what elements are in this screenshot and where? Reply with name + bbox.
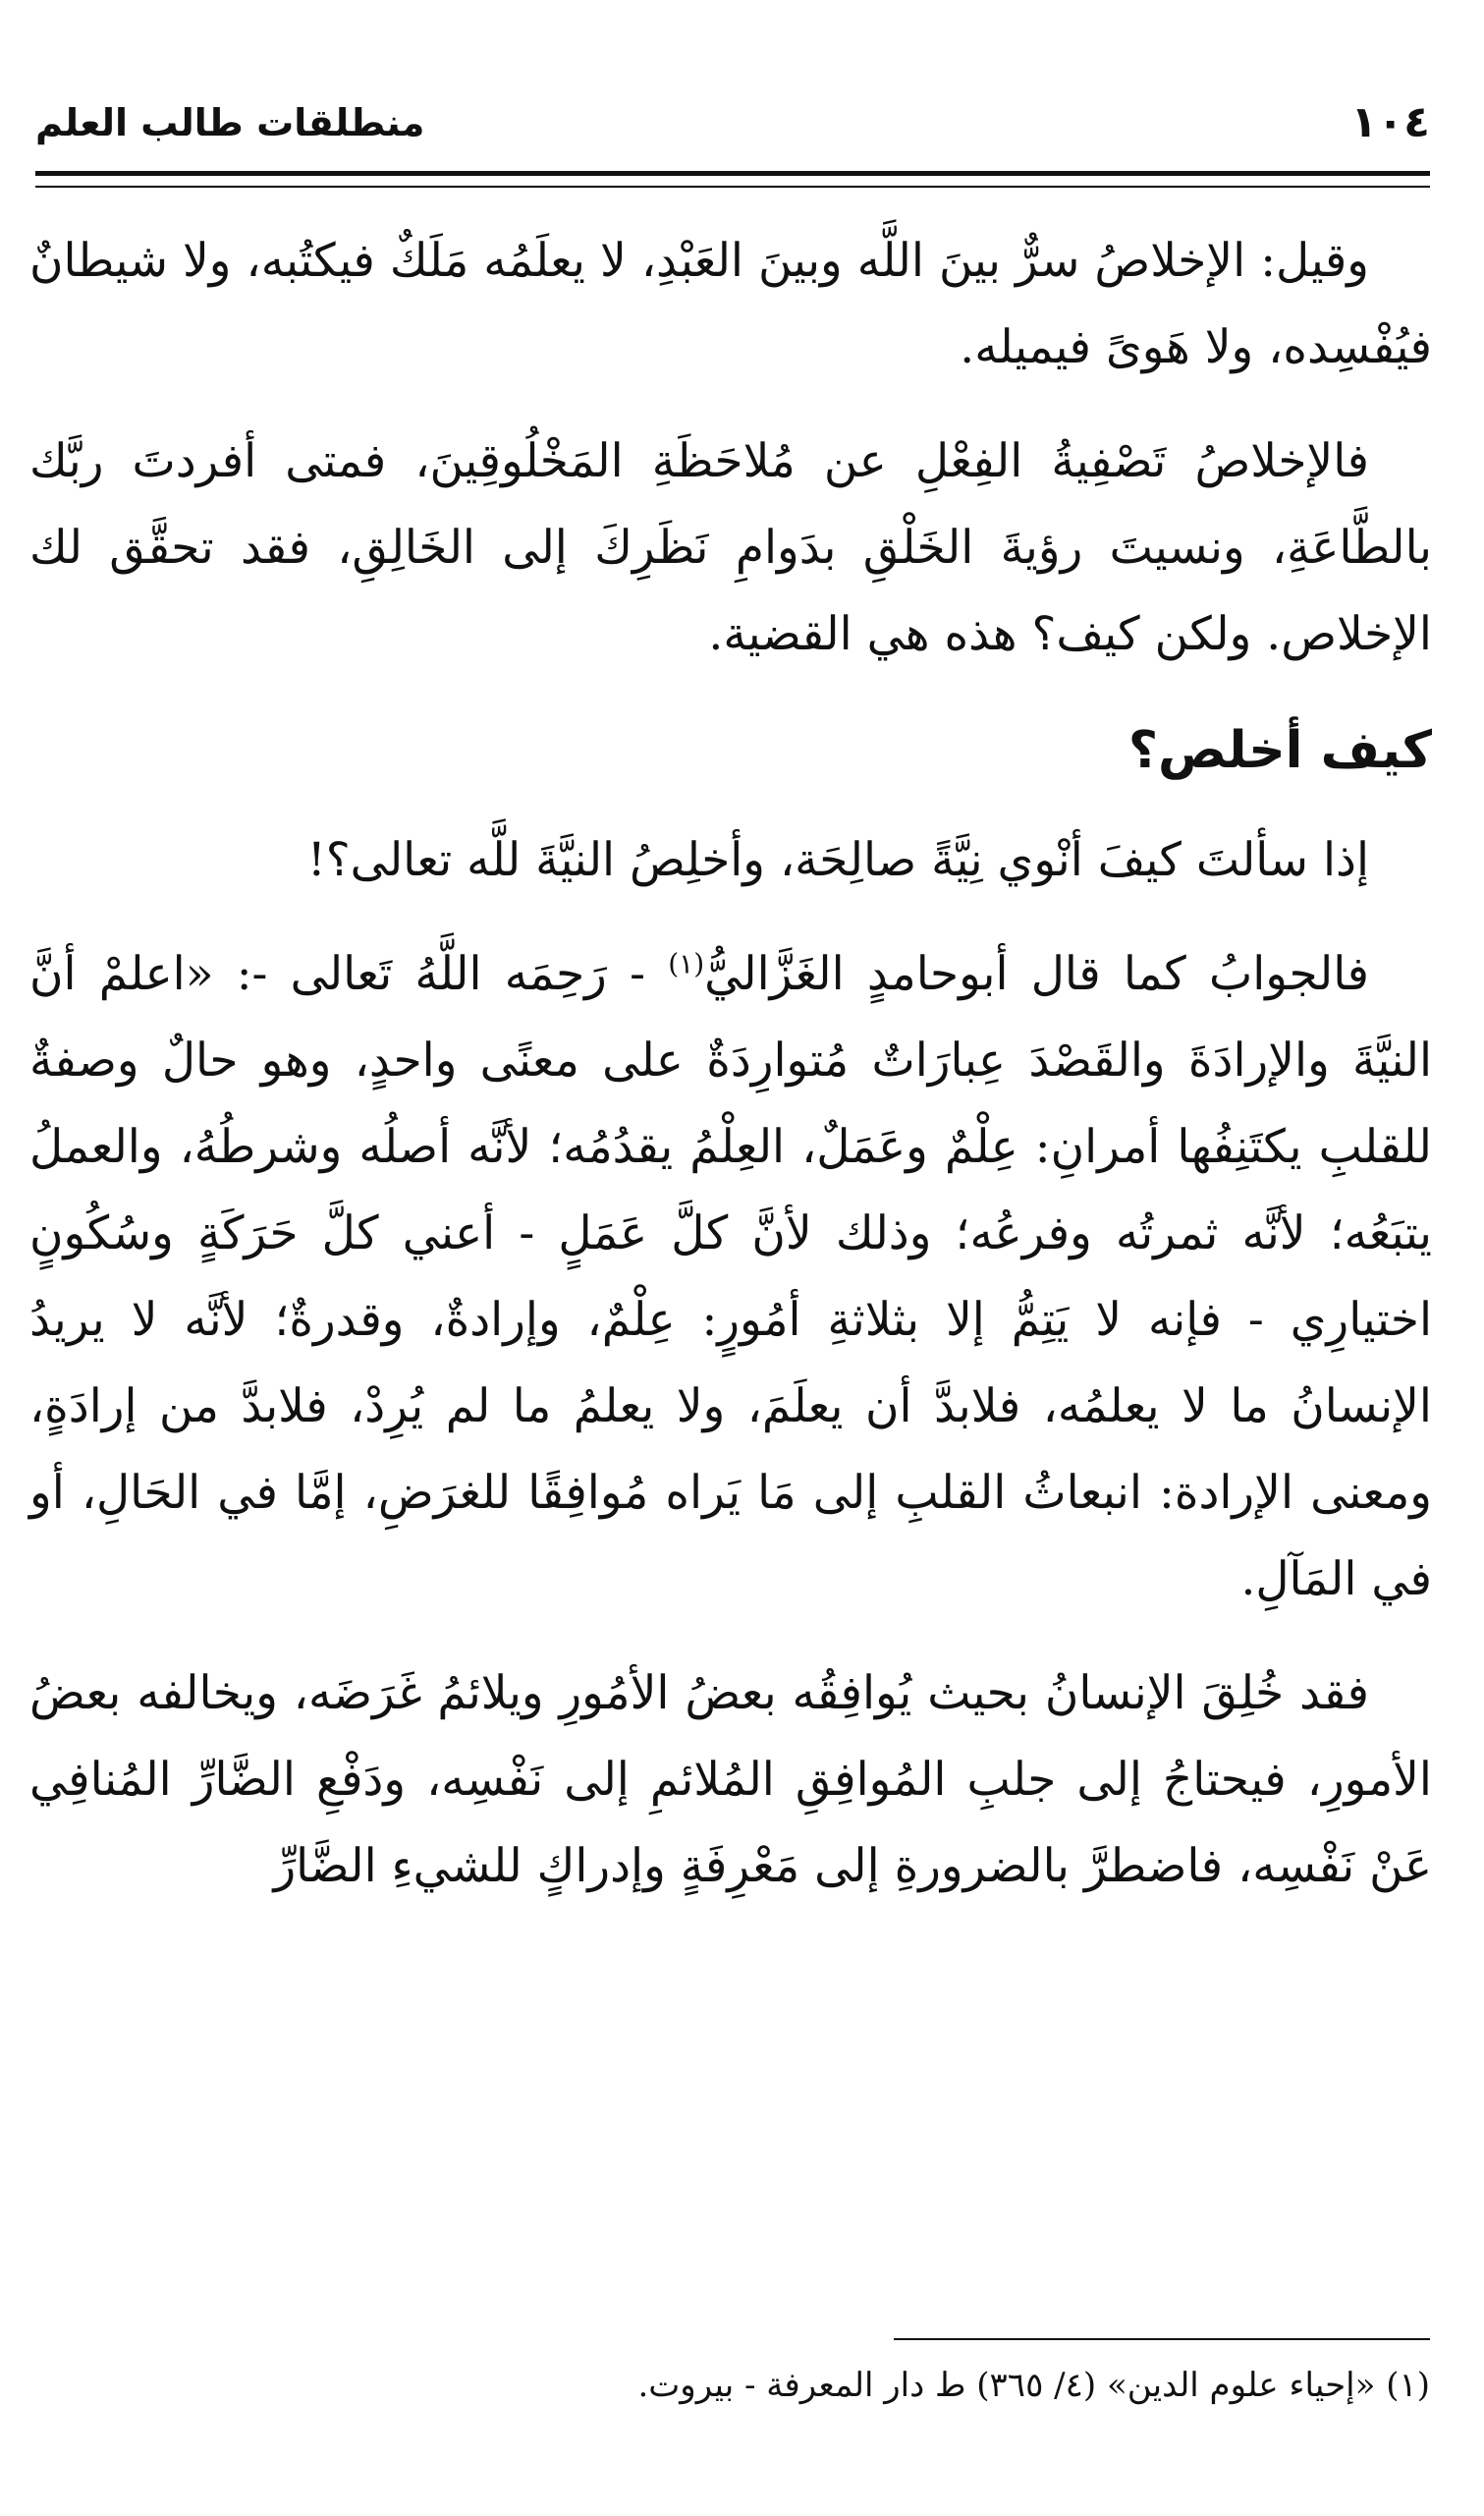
section-heading: كيف أخلص؟ bbox=[1127, 721, 1432, 780]
quote-intro: فالجوابُ كما قال أبوحامدٍ الغَزَّاليُّ bbox=[704, 947, 1369, 1001]
header-rule-thin bbox=[35, 186, 1430, 188]
footnote: (١) «إحياء علوم الدين» (٤/ ٣٦٥) ط دار المعرفة - بيروت. bbox=[637, 2366, 1430, 2405]
paragraph-ghazali-quote bbox=[29, 931, 1432, 1623]
page-header bbox=[35, 88, 1430, 157]
main-text bbox=[29, 218, 1432, 1937]
footnote-reference: (١) bbox=[668, 947, 705, 980]
paragraph-human-nature: فقد خُلِقَ الإنسانُ بحيث يُوافِقُه بعضُ الأمُورِ ويلائمُ غَرَضَه، ويخالفه بعضُ الأمورِ، فيحتاجُ إلى جلبِ المُوافِقِ المُلائمِ إلى نَفْسِه، ودَفْعِ الضَّارِّ المُنافِي عَنْ نَفْسِه، فاضطرَّ بالضرورةِ إلى مَعْرِفَةٍ وإدراكٍ للشيءِ الضَّارِّ bbox=[29, 1666, 1432, 1893]
paragraph-sincerity-secret: وقيل: الإخلاصُ سرٌّ بينَ اللَّه وبينَ العَبْدِ، لا يعلَمُه مَلَكٌ فيكتُبه، ولا شيطانٌ فيُفْسِده، ولا هَوىً فيميله. bbox=[29, 234, 1432, 374]
paragraph-sincerity-definition: فالإخلاصُ تَصْفِيةُ الفِعْلِ عن مُلاحَظَةِ المَخْلُوقِينَ، فمتى أفردتَ ربَّك بالطَّاعَةِ، ونسيتَ رؤيةَ الخَلْقِ بدَوامِ نَظَرِكَ إلى الخَالِقِ، فقد تحقَّق لك الإخلاص. ولكن كيف؟ هذه هي القضية. bbox=[29, 434, 1432, 661]
footnote-separator bbox=[894, 2338, 1430, 2340]
header-rule-thick bbox=[35, 171, 1430, 176]
running-title: منطلقات طالب العلم bbox=[35, 101, 425, 144]
quote-text: - رَحِمَه اللَّهُ تَعالى -: «اعلمْ أنَّ النيَّةَ والإرادَةَ والقَصْدَ عِبارَاتٌ مُتوارِدَةٌ على معنًى واحدٍ، وهو حالٌ وصفةٌ للقلبِ يكتَنِفُها أمرانِ: عِلْمٌ وعَمَلٌ، العِلْمُ يقدُمُه؛ لأنَّه أصلُه وشرطُهُ، والعملُ يتبَعُه؛ لأنَّه ثمرتُه وفرعُه؛ وذلك لأنَّ كلَّ عَمَلٍ - أعني كلَّ حَرَكَةٍ وسُكُونٍ اختيارِي - فإنه لا يَتِمُّ إلا بثلاثةِ أمُورٍ: عِلْمٌ، وإرادةٌ، وقدرةٌ؛ لأنَّه لا يريدُ الإنسانُ ما لا يعلمُه، فلابدَّ أن يعلَمَ، ولا يعلمُ ما لم يُرِدْ، فلابدَّ من إرادَةٍ، ومعنى الإرادة: انبعاثُ القلبِ إلى مَا يَراه مُوافِقًا للغرَضِ، إمَّا في الحَالِ، أو في المَآلِ. bbox=[29, 947, 1432, 1606]
paragraph-question: إذا سألتَ كيفَ أنْوي نِيَّةً صالِحَة، وأخلِصُ النيَّةَ للَّه تعالى؟! bbox=[306, 833, 1369, 887]
page-number: ١٠٤ bbox=[1350, 97, 1430, 147]
